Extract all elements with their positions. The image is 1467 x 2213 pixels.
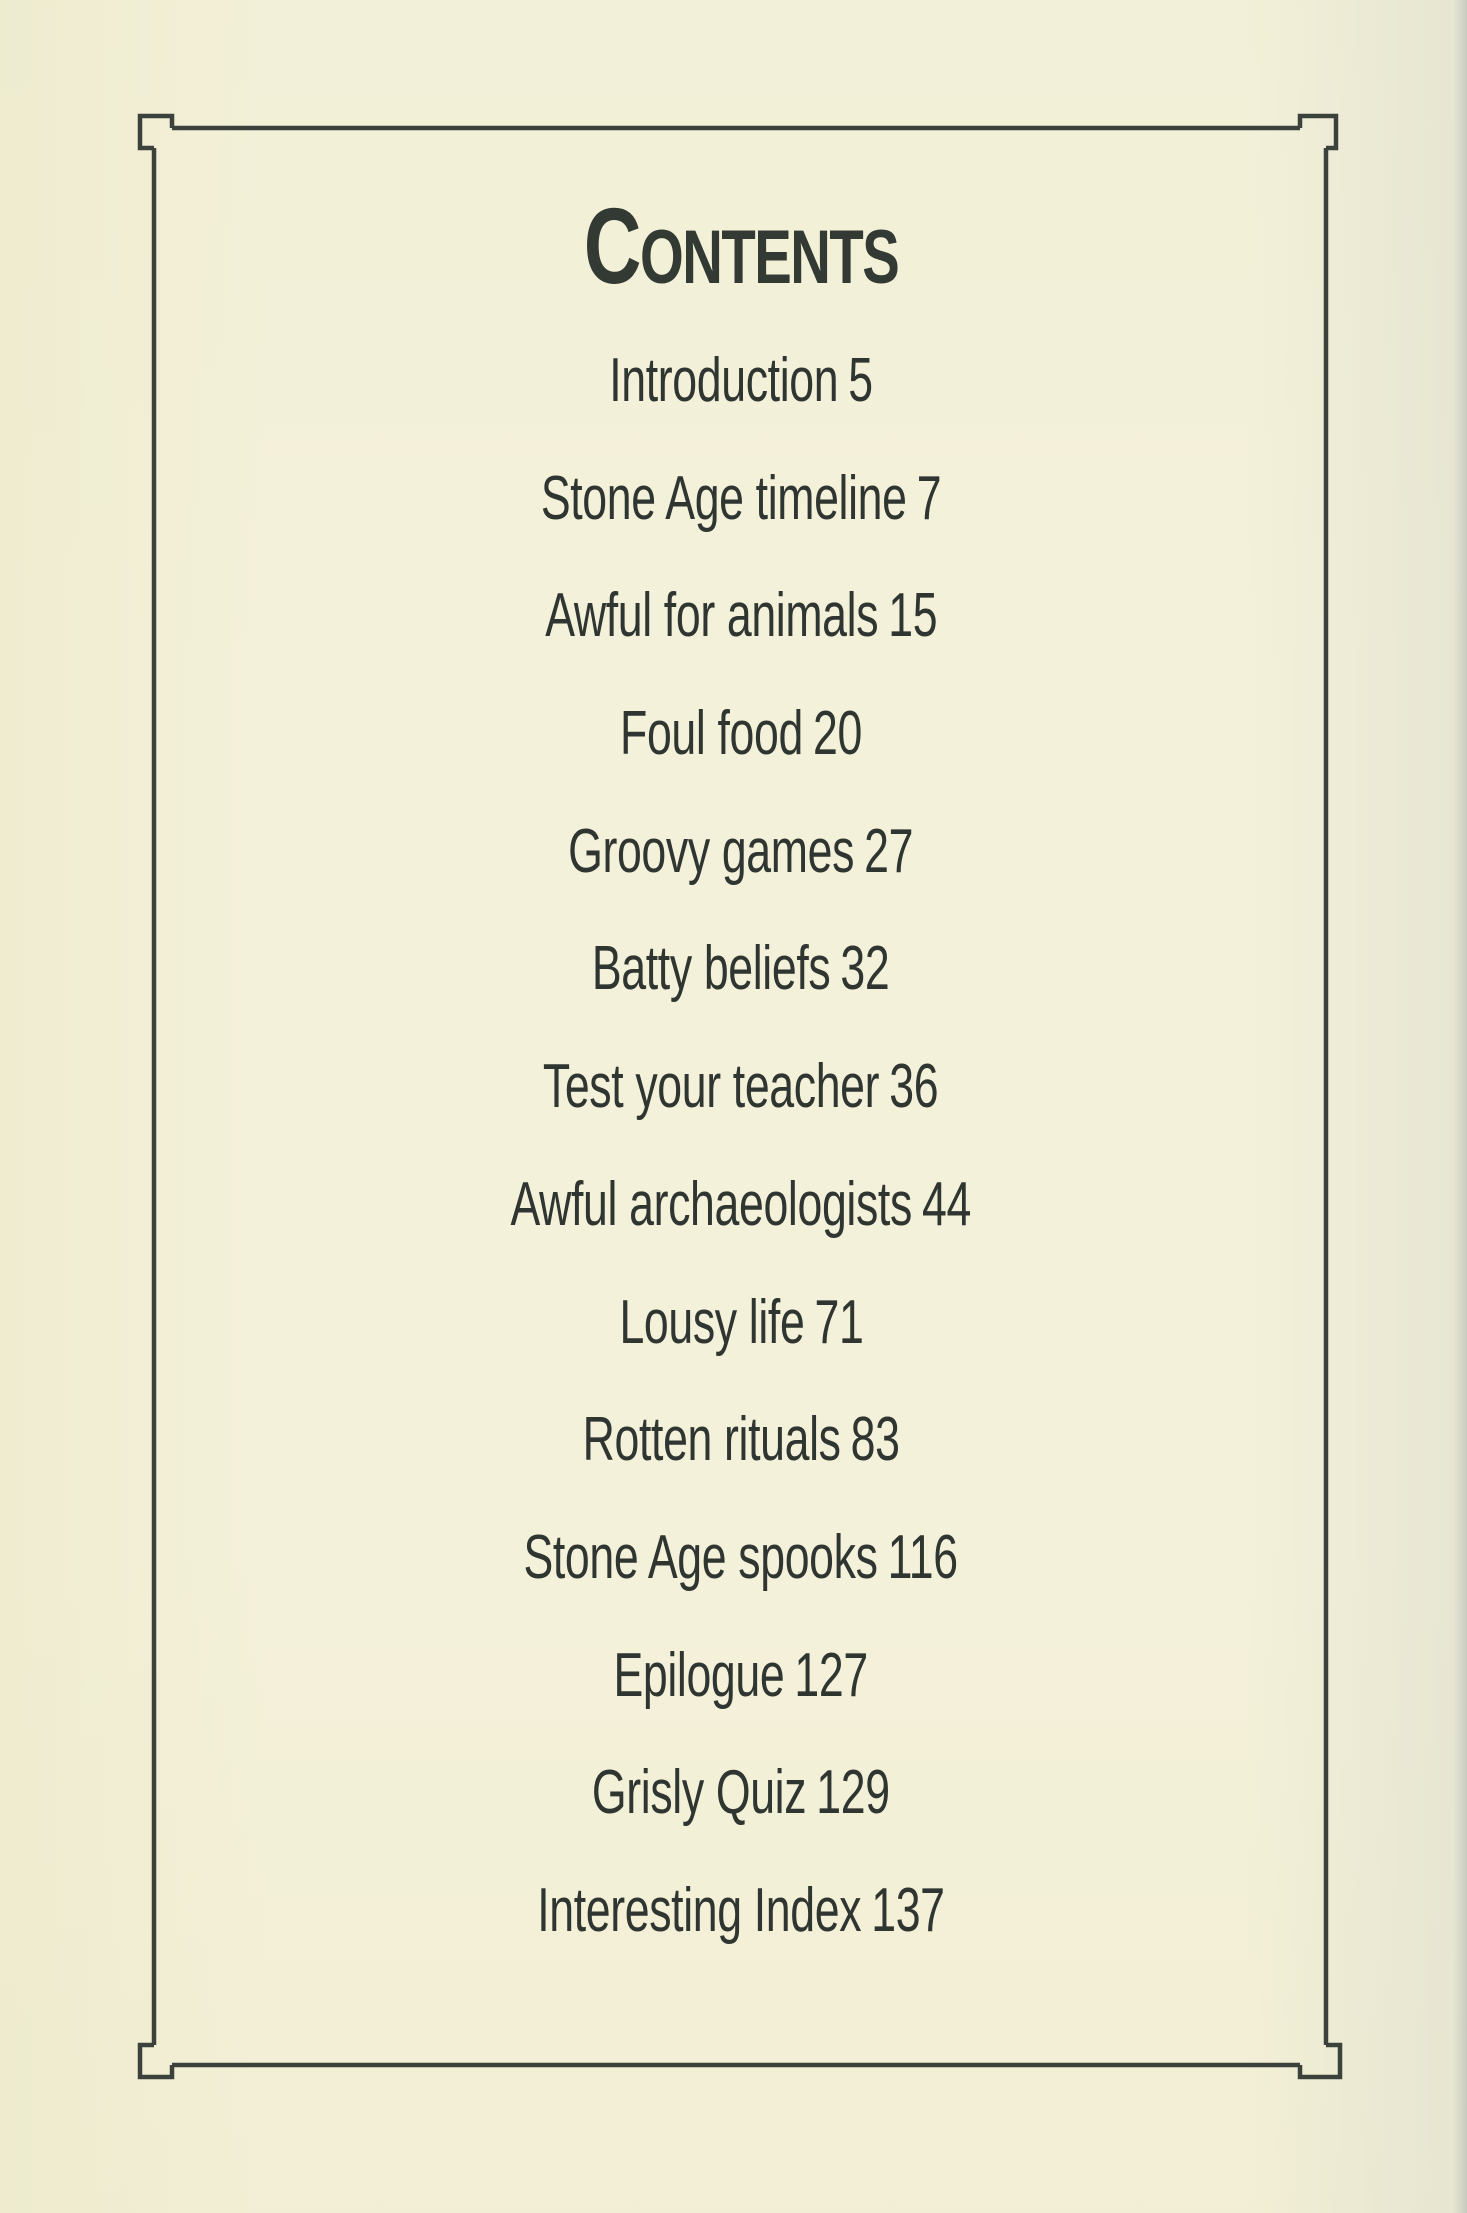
contents-list [155,322,1327,1970]
entry-page-number: 36 [889,1052,939,1122]
entry-page-number: 20 [813,699,862,769]
entry-page-number: 27 [864,816,914,886]
entry-page-number: 5 [848,346,873,415]
entry-label: Stone Age timeline [540,463,907,533]
list-item [155,1617,1327,1735]
list-item [155,440,1327,558]
entry-label: Introduction [609,346,839,415]
entry-page-number: 116 [888,1522,959,1592]
list-item [155,1499,1327,1617]
entry-page-number: 129 [816,1758,890,1828]
entry-page-number: 137 [871,1875,945,1945]
entry-label: Epilogue [613,1640,785,1710]
entry-page-number: 44 [922,1169,972,1239]
entry-label: Interesting Index [537,1875,862,1945]
entry-page-number: 15 [888,581,937,651]
entry-label: Foul food [620,699,803,769]
entry-label: Test your teacher [543,1052,880,1122]
list-item [155,1146,1327,1264]
table-of-contents [155,170,1327,1970]
list-item [155,1381,1327,1499]
entry-label: Grisly Quiz [592,1758,807,1828]
page-title: Contents [583,185,899,306]
entry-page-number: 7 [916,463,942,533]
list-item [155,557,1327,675]
entry-label: Rotten rituals [582,1405,841,1475]
list-item [155,322,1327,440]
list-item [155,1734,1327,1852]
entry-page-number: 127 [794,1640,869,1710]
entry-page-number: 71 [814,1287,864,1357]
entry-label: Groovy games [568,816,855,886]
list-item [155,675,1327,793]
entry-page-number: 83 [850,1405,900,1475]
list-item [155,1264,1327,1382]
entry-label: Awful for animals [545,581,878,651]
entry-page-number: 32 [840,934,890,1004]
entry-label: Batty beliefs [592,934,831,1004]
entry-label: Awful archaeologists [510,1169,913,1239]
entry-label: Stone Age spooks [523,1522,878,1592]
list-item [155,910,1327,1028]
entry-label: Lousy life [618,1287,804,1357]
list-item [155,793,1327,911]
list-item [155,1852,1327,1970]
list-item [155,1028,1327,1146]
